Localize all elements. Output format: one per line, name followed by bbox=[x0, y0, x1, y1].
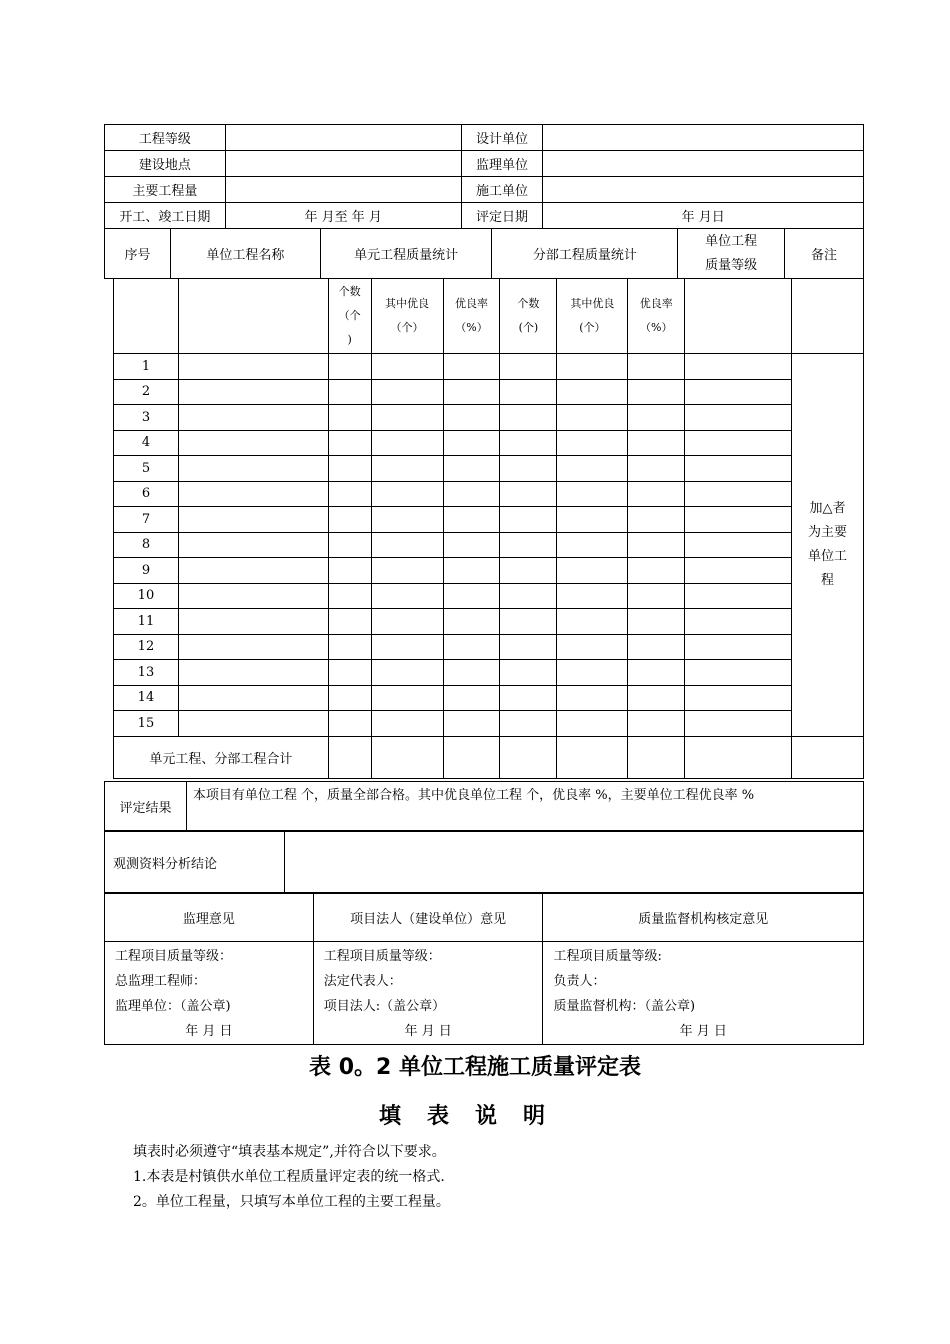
table-cell[interactable] bbox=[178, 507, 328, 533]
division-count-label: 个数 bbox=[517, 297, 540, 310]
evaluation-text[interactable]: 本项目有单位工程 个，质量全部合格。其中优良单位工程 个，优良率 %，主要单位工程优良率 % bbox=[186, 782, 863, 831]
summary-cell[interactable] bbox=[685, 736, 792, 778]
table-row bbox=[114, 430, 864, 456]
division-rate-header bbox=[628, 279, 685, 354]
table-row bbox=[114, 481, 864, 507]
owner-legal-person-line: 项目法人:（盖公章） bbox=[323, 999, 446, 1014]
remarks-note-line: 为主要 bbox=[808, 524, 848, 540]
remarks-note-line: 程 bbox=[821, 572, 835, 588]
remarks-note bbox=[792, 354, 864, 737]
supervision-engineer-line: 总监理工程师： bbox=[115, 974, 207, 989]
table-cell[interactable] bbox=[557, 481, 628, 507]
table-cell[interactable] bbox=[371, 558, 443, 584]
table-cell[interactable] bbox=[443, 379, 500, 405]
design-unit-label: 设计单位 bbox=[461, 125, 543, 151]
instructions-title: 填表说明 bbox=[378, 1104, 571, 1129]
element-count-header bbox=[328, 279, 371, 354]
summary-cell[interactable] bbox=[371, 736, 443, 778]
table-cell[interactable] bbox=[500, 430, 557, 456]
table-cell[interactable] bbox=[328, 660, 371, 686]
element-rate-unit: （%） bbox=[455, 321, 488, 334]
subheader-blank bbox=[114, 279, 179, 354]
table-cell[interactable] bbox=[178, 354, 328, 380]
table-cell[interactable] bbox=[500, 711, 557, 737]
instruction-line: 2。单位工程量，只填写本单位工程的主要工程量。 bbox=[133, 1194, 450, 1210]
table-cell[interactable] bbox=[628, 507, 685, 533]
table-row bbox=[114, 583, 864, 609]
table-row bbox=[114, 660, 864, 686]
summary-label: 单元工程、分部工程合计 bbox=[114, 736, 329, 778]
table-cell[interactable] bbox=[371, 456, 443, 482]
table-cell[interactable] bbox=[557, 711, 628, 737]
table-cell[interactable] bbox=[328, 558, 371, 584]
agency-name-line: 质量监督机构：（盖公章) bbox=[553, 999, 696, 1014]
table-cell[interactable] bbox=[685, 634, 792, 660]
table-cell[interactable] bbox=[500, 558, 557, 584]
table-cell[interactable] bbox=[500, 532, 557, 558]
division-excellent-unit: (个） bbox=[579, 321, 606, 334]
observation-table bbox=[104, 831, 864, 893]
owner-opinion-cell[interactable] bbox=[313, 942, 543, 1045]
element-count-a: 个数 bbox=[338, 285, 361, 298]
table-cell[interactable] bbox=[685, 660, 792, 686]
table-cell[interactable] bbox=[178, 711, 328, 737]
unit-grade-header-line2: 质量等级 bbox=[705, 257, 758, 273]
subheader-blank bbox=[178, 279, 328, 354]
subheader-blank bbox=[792, 279, 864, 354]
table-cell[interactable] bbox=[685, 532, 792, 558]
table-cell[interactable] bbox=[685, 558, 792, 584]
table-cell[interactable] bbox=[443, 634, 500, 660]
table-cell[interactable] bbox=[557, 583, 628, 609]
dates-field[interactable]: 年 月至 年 月 bbox=[225, 203, 461, 229]
table-cell[interactable] bbox=[371, 405, 443, 431]
division-excellent-label: 其中优良 bbox=[570, 297, 615, 310]
table-cell[interactable] bbox=[628, 558, 685, 584]
element-excellent-unit: （个） bbox=[390, 321, 424, 334]
element-excellent-label: 其中优良 bbox=[385, 297, 430, 310]
table-cell[interactable] bbox=[178, 660, 328, 686]
remarks-note-line: 单位工 bbox=[808, 548, 848, 564]
summary-row bbox=[114, 736, 864, 778]
observation-label: 观测资料分析结论 bbox=[105, 832, 285, 893]
table-cell[interactable] bbox=[328, 711, 371, 737]
row-number: 14 bbox=[114, 685, 179, 711]
agency-responsible-line: 负责人： bbox=[553, 974, 606, 989]
unit-grade-header bbox=[678, 229, 785, 279]
table-cell[interactable] bbox=[371, 430, 443, 456]
table-cell[interactable] bbox=[500, 685, 557, 711]
table-cell[interactable] bbox=[685, 711, 792, 737]
project-grade-field[interactable] bbox=[225, 125, 461, 151]
evaluation-row bbox=[105, 782, 864, 831]
element-excellent-header bbox=[371, 279, 443, 354]
table-cell[interactable] bbox=[628, 354, 685, 380]
table-cell[interactable] bbox=[685, 430, 792, 456]
stats-table bbox=[113, 278, 864, 779]
table-row bbox=[114, 532, 864, 558]
table-cell[interactable] bbox=[328, 430, 371, 456]
owner-opinion-title: 项目法人（建设单位）意见 bbox=[313, 894, 543, 942]
eval-date-field[interactable]: 年 月日 bbox=[543, 203, 864, 229]
observation-row bbox=[105, 832, 864, 893]
evaluation-label: 评定结果 bbox=[105, 782, 187, 831]
table-cell[interactable] bbox=[628, 430, 685, 456]
row-number: 7 bbox=[114, 507, 179, 533]
table-cell[interactable] bbox=[500, 456, 557, 482]
table-cell[interactable] bbox=[685, 685, 792, 711]
row-number: 4 bbox=[114, 430, 179, 456]
subheader-blank bbox=[685, 279, 792, 354]
summary-cell[interactable] bbox=[443, 736, 500, 778]
table-cell[interactable] bbox=[443, 354, 500, 380]
table-cell[interactable] bbox=[443, 685, 500, 711]
table-cell[interactable] bbox=[178, 456, 328, 482]
table-cell[interactable] bbox=[178, 481, 328, 507]
table-row bbox=[114, 558, 864, 584]
table-cell[interactable] bbox=[178, 532, 328, 558]
table-cell[interactable] bbox=[371, 379, 443, 405]
table-cell[interactable] bbox=[371, 481, 443, 507]
evaluation-table bbox=[104, 781, 864, 831]
table-cell[interactable] bbox=[500, 481, 557, 507]
table-cell[interactable] bbox=[685, 379, 792, 405]
summary-cell[interactable] bbox=[557, 736, 628, 778]
table-cell[interactable] bbox=[371, 507, 443, 533]
table-cell[interactable] bbox=[443, 532, 500, 558]
table-cell[interactable] bbox=[371, 583, 443, 609]
table-cell[interactable] bbox=[628, 711, 685, 737]
row-number: 5 bbox=[114, 456, 179, 482]
table-cell[interactable] bbox=[328, 685, 371, 711]
division-count-unit: (个) bbox=[518, 321, 539, 334]
row-number: 11 bbox=[114, 609, 179, 635]
project-info-table bbox=[104, 124, 864, 229]
unit-grade-header-line1: 单位工程 bbox=[705, 233, 758, 249]
remarks-header: 备注 bbox=[785, 229, 864, 279]
location-label: 建设地点 bbox=[105, 151, 226, 177]
project-grade-label: 工程等级 bbox=[105, 125, 226, 151]
row-number: 9 bbox=[114, 558, 179, 584]
instruction-line: 填表时必须遵守“填表基本规定”,并符合以下要求。 bbox=[133, 1144, 446, 1160]
remarks-note-line: 加△者 bbox=[809, 500, 846, 516]
table-cell[interactable] bbox=[371, 685, 443, 711]
table-cell[interactable] bbox=[628, 634, 685, 660]
row-number: 3 bbox=[114, 405, 179, 431]
seq-header: 序号 bbox=[105, 229, 171, 279]
table-cell[interactable] bbox=[557, 660, 628, 686]
table-row bbox=[114, 456, 864, 482]
table-cell[interactable] bbox=[557, 609, 628, 635]
owner-grade-line: 工程项目质量等级： bbox=[323, 949, 441, 964]
division-rate-unit: （%） bbox=[640, 321, 673, 334]
element-stats-header: 单元工程质量统计 bbox=[320, 229, 492, 279]
table-cell[interactable] bbox=[685, 456, 792, 482]
table-cell[interactable] bbox=[628, 405, 685, 431]
table-cell[interactable] bbox=[500, 634, 557, 660]
supervision-opinion-title: 监理意见 bbox=[105, 894, 314, 942]
table-cell[interactable] bbox=[443, 711, 500, 737]
table-cell[interactable] bbox=[685, 507, 792, 533]
opinions-header-row bbox=[105, 894, 864, 942]
dates-label: 开工、竣工日期 bbox=[105, 203, 226, 229]
location-field[interactable] bbox=[225, 151, 461, 177]
table-cell[interactable] bbox=[557, 456, 628, 482]
table-cell[interactable] bbox=[371, 609, 443, 635]
row-number: 1 bbox=[114, 354, 179, 380]
row-number: 6 bbox=[114, 481, 179, 507]
owner-date: 年 月 日 bbox=[404, 1024, 452, 1039]
element-count-c: ) bbox=[347, 333, 352, 346]
table-cell[interactable] bbox=[500, 405, 557, 431]
table-row bbox=[114, 354, 864, 380]
table-cell[interactable] bbox=[628, 456, 685, 482]
table-cell[interactable] bbox=[371, 532, 443, 558]
table-cell[interactable] bbox=[443, 430, 500, 456]
stats-header-table bbox=[104, 228, 864, 279]
table-cell[interactable] bbox=[328, 481, 371, 507]
supervision-unit-field[interactable] bbox=[543, 151, 864, 177]
stats-subheader-row bbox=[114, 279, 864, 354]
row-number: 13 bbox=[114, 660, 179, 686]
table-cell[interactable] bbox=[178, 558, 328, 584]
table-cell[interactable] bbox=[557, 405, 628, 431]
table-cell[interactable] bbox=[443, 507, 500, 533]
table-cell[interactable] bbox=[328, 532, 371, 558]
table-cell[interactable] bbox=[443, 660, 500, 686]
table-cell[interactable] bbox=[178, 430, 328, 456]
table-cell[interactable] bbox=[371, 634, 443, 660]
table-cell[interactable] bbox=[628, 481, 685, 507]
construction-unit-field[interactable] bbox=[543, 177, 864, 203]
table-row bbox=[114, 405, 864, 431]
table-cell[interactable] bbox=[500, 354, 557, 380]
element-rate-label: 优良率 bbox=[454, 297, 488, 310]
division-stats-header: 分部工程质量统计 bbox=[492, 229, 678, 279]
document-title: 表 0。2 单位工程施工质量评定表 bbox=[309, 1055, 641, 1080]
stats-header-row bbox=[105, 229, 864, 279]
table-cell[interactable] bbox=[500, 379, 557, 405]
division-rate-label: 优良率 bbox=[639, 297, 673, 310]
table-cell[interactable] bbox=[443, 481, 500, 507]
table-cell[interactable] bbox=[500, 609, 557, 635]
row-number: 8 bbox=[114, 532, 179, 558]
stats-rows bbox=[114, 354, 864, 737]
table-cell[interactable] bbox=[328, 405, 371, 431]
table-row bbox=[114, 507, 864, 533]
table-cell[interactable] bbox=[628, 532, 685, 558]
table-cell[interactable] bbox=[500, 507, 557, 533]
table-cell[interactable] bbox=[178, 634, 328, 660]
row-number: 2 bbox=[114, 379, 179, 405]
table-row bbox=[114, 379, 864, 405]
table-cell[interactable] bbox=[628, 685, 685, 711]
division-count-header bbox=[500, 279, 557, 354]
row-number: 15 bbox=[114, 711, 179, 737]
project-info-row bbox=[105, 203, 864, 229]
agency-opinion-title: 质量监督机构核定意见 bbox=[543, 894, 864, 942]
project-info-row bbox=[105, 177, 864, 203]
table-cell[interactable] bbox=[443, 609, 500, 635]
table-cell[interactable] bbox=[685, 609, 792, 635]
supervision-unit-line: 监理单位：（盖公章) bbox=[115, 999, 231, 1014]
summary-cell[interactable] bbox=[628, 736, 685, 778]
table-cell[interactable] bbox=[557, 354, 628, 380]
table-row bbox=[114, 609, 864, 635]
table-cell[interactable] bbox=[628, 660, 685, 686]
owner-representative-line: 法定代表人： bbox=[323, 974, 402, 989]
table-row bbox=[114, 634, 864, 660]
table-cell[interactable] bbox=[557, 685, 628, 711]
table-cell[interactable] bbox=[628, 609, 685, 635]
table-cell[interactable] bbox=[685, 481, 792, 507]
row-number: 10 bbox=[114, 583, 179, 609]
table-cell[interactable] bbox=[685, 405, 792, 431]
design-unit-field[interactable] bbox=[543, 125, 864, 151]
table-cell[interactable] bbox=[328, 456, 371, 482]
table-cell[interactable] bbox=[443, 456, 500, 482]
table-cell[interactable] bbox=[371, 354, 443, 380]
agency-grade-line: 工程项目质量等级: bbox=[553, 949, 662, 964]
table-cell[interactable] bbox=[557, 532, 628, 558]
table-cell[interactable] bbox=[328, 609, 371, 635]
element-rate-header bbox=[443, 279, 500, 354]
table-cell[interactable] bbox=[500, 660, 557, 686]
table-cell[interactable] bbox=[628, 583, 685, 609]
table-cell[interactable] bbox=[557, 634, 628, 660]
summary-cell[interactable] bbox=[500, 736, 557, 778]
table-cell[interactable] bbox=[557, 430, 628, 456]
table-cell[interactable] bbox=[178, 583, 328, 609]
opinions-table bbox=[104, 893, 864, 1045]
supervision-opinion-cell[interactable] bbox=[105, 942, 314, 1045]
table-row bbox=[114, 711, 864, 737]
summary-cell[interactable] bbox=[328, 736, 371, 778]
summary-cell[interactable] bbox=[792, 736, 864, 778]
eval-date-label: 评定日期 bbox=[461, 203, 543, 229]
project-info-row bbox=[105, 125, 864, 151]
table-cell[interactable] bbox=[328, 634, 371, 660]
table-cell[interactable] bbox=[178, 685, 328, 711]
table-cell[interactable] bbox=[500, 583, 557, 609]
construction-unit-label: 施工单位 bbox=[461, 177, 543, 203]
supervision-unit-label: 监理单位 bbox=[461, 151, 543, 177]
main-quantity-label: 主要工程量 bbox=[105, 177, 226, 203]
table-cell[interactable] bbox=[557, 507, 628, 533]
table-cell[interactable] bbox=[628, 379, 685, 405]
division-excellent-header bbox=[557, 279, 628, 354]
project-info-row bbox=[105, 151, 864, 177]
table-cell[interactable] bbox=[443, 558, 500, 584]
main-quantity-field[interactable] bbox=[225, 177, 461, 203]
observation-field[interactable] bbox=[284, 832, 863, 893]
table-cell[interactable] bbox=[685, 354, 792, 380]
table-cell[interactable] bbox=[443, 583, 500, 609]
supervision-grade-line: 工程项目质量等级： bbox=[115, 949, 233, 964]
table-cell[interactable] bbox=[371, 711, 443, 737]
table-cell[interactable] bbox=[443, 405, 500, 431]
supervision-date: 年 月 日 bbox=[185, 1024, 233, 1039]
table-row bbox=[114, 685, 864, 711]
table-cell[interactable] bbox=[328, 354, 371, 380]
table-cell[interactable] bbox=[328, 507, 371, 533]
agency-date: 年 月 日 bbox=[679, 1024, 727, 1039]
table-cell[interactable] bbox=[328, 583, 371, 609]
table-cell[interactable] bbox=[178, 405, 328, 431]
table-cell[interactable] bbox=[685, 583, 792, 609]
row-number: 12 bbox=[114, 634, 179, 660]
element-count-b: （个 bbox=[338, 309, 361, 322]
table-cell[interactable] bbox=[178, 609, 328, 635]
table-cell[interactable] bbox=[328, 379, 371, 405]
table-cell[interactable] bbox=[557, 558, 628, 584]
opinions-body-row bbox=[105, 942, 864, 1045]
table-cell[interactable] bbox=[557, 379, 628, 405]
table-cell[interactable] bbox=[178, 379, 328, 405]
agency-opinion-cell[interactable] bbox=[543, 942, 864, 1045]
instruction-line: 1.本表是村镇供水单位工程质量评定表的统一格式. bbox=[133, 1169, 445, 1185]
table-cell[interactable] bbox=[371, 660, 443, 686]
unit-name-header: 单位工程名称 bbox=[170, 229, 320, 279]
